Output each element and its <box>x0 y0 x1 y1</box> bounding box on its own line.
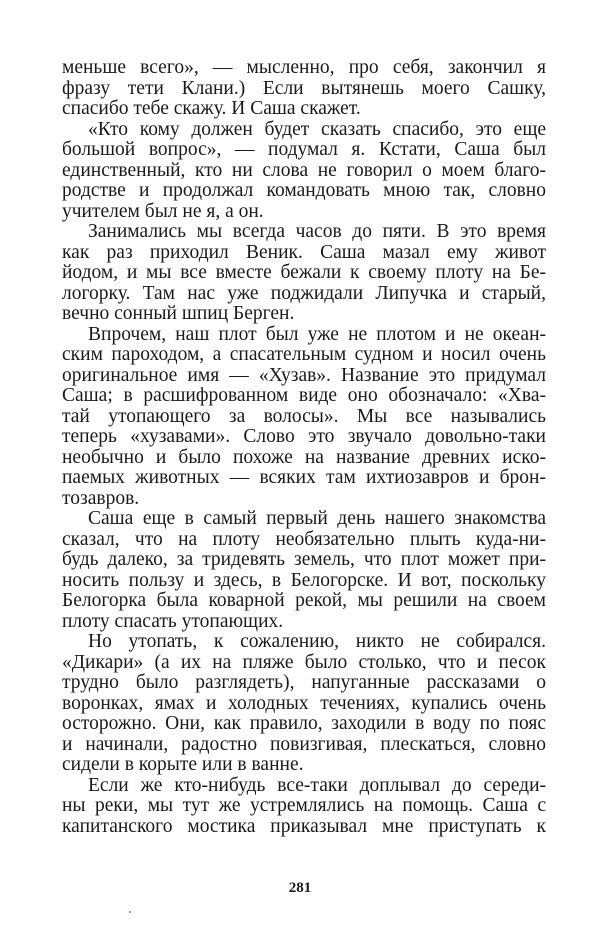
text-line: йодом, и мы все вместе бежали к своему плоту на Бе- <box>62 262 546 283</box>
text-line: Если же кто-нибудь все-таки доплывал до середи- <box>88 774 546 796</box>
text-line: Саша; в расшифрованном виде оно обозначало: «Хва- <box>62 385 546 406</box>
text-line: паемых животных — всяких там ихтиозавров и брон- <box>62 467 546 488</box>
text-line: родстве и продолжал командовать мною так, словно <box>62 180 546 201</box>
text-line: оригинальное имя — «Хузав». Название это придумал <box>62 364 546 386</box>
text-line: носить пользу и здесь, в Белогорске. И вот, поскольку <box>62 569 546 591</box>
text-line: трудно было разглядеть), напуганные рассказами о <box>62 672 546 693</box>
text-line: капитанского мостика приказывал мне приступать к <box>62 815 546 837</box>
paragraph <box>62 325 546 510</box>
text-line: «Кто кому должен будет сказать спасибо, это еще <box>88 118 546 140</box>
paragraph <box>62 509 546 632</box>
text-line: «Дикари» (а их на пляже было столько, что и песок <box>62 651 546 673</box>
text-line: спасибо тебе скажу. И Саша скажет. <box>62 98 361 119</box>
text-line: как раз приходил Веник. Саша мазал ему живот <box>62 241 546 263</box>
text-line: единственный, кто ни слова не говорил о моем благо- <box>62 159 546 181</box>
text-line: логорку. Там нас уже поджидали Липучка и старый, <box>62 282 546 304</box>
scan-speck <box>129 911 131 913</box>
text-line: Впрочем, наш плот был уже не плотом и не океан- <box>88 323 546 345</box>
text-line: вечно сонный шпиц Берген. <box>62 303 295 324</box>
text-line: тай утопающего за волосы». Мы все назывались <box>62 405 546 427</box>
text-line: осторожно. Они, как правило, заходили в воду по пояс <box>62 713 546 734</box>
page-body <box>62 58 546 837</box>
paragraph <box>62 222 546 325</box>
text-line: воронках, ямах и холодных течениях, купались очень <box>62 692 546 714</box>
text-line: Но утопать, к сожалению, никто не собирался. <box>88 631 546 652</box>
text-line: Саша еще в самый первый день нашего знакомства <box>88 508 546 529</box>
text-line: теперь «хузавами». Слово это звучало довольно-таки <box>62 426 546 447</box>
text-line: необычно и было похоже на название древних иско- <box>62 446 546 468</box>
text-line: ны реки, мы тут же устремлялись на помощь. Саша с <box>62 795 546 816</box>
text-line: ским пароходом, а спасательным судном и носил очень <box>62 344 546 365</box>
text-line: меньше всего», — мысленно, про себя, закончил я <box>62 57 546 78</box>
text-line: и начинали, радостно повизгивая, плескаться, словно <box>62 733 546 755</box>
page-number: 281 <box>288 880 312 896</box>
text-line: сидели в корыте или в ванне. <box>62 754 304 775</box>
text-line: Занимались мы всегда часов до пяти. В это время <box>88 221 546 242</box>
paragraph <box>62 776 546 838</box>
text-line: плоту спасать утопающих. <box>62 610 284 632</box>
text-line: сказал, что на плоту необязательно плыть куда-ни- <box>62 528 546 550</box>
paragraph <box>62 632 546 776</box>
text-line: будь далеко, за тридевять земель, что плот может при- <box>62 549 546 570</box>
text-line: фразу тети Клани.) Если вытянешь моего Сашку, <box>62 77 546 99</box>
paragraph <box>62 58 546 120</box>
text-line: тозавров. <box>62 487 140 509</box>
text-line: большой вопрос», — подумал я. Кстати, Саша был <box>62 139 546 160</box>
text-line: учителем был не я, а он. <box>62 200 264 222</box>
paragraph <box>62 120 546 223</box>
text-line: Белогорка была коварной рекой, мы решили на своем <box>62 590 546 611</box>
